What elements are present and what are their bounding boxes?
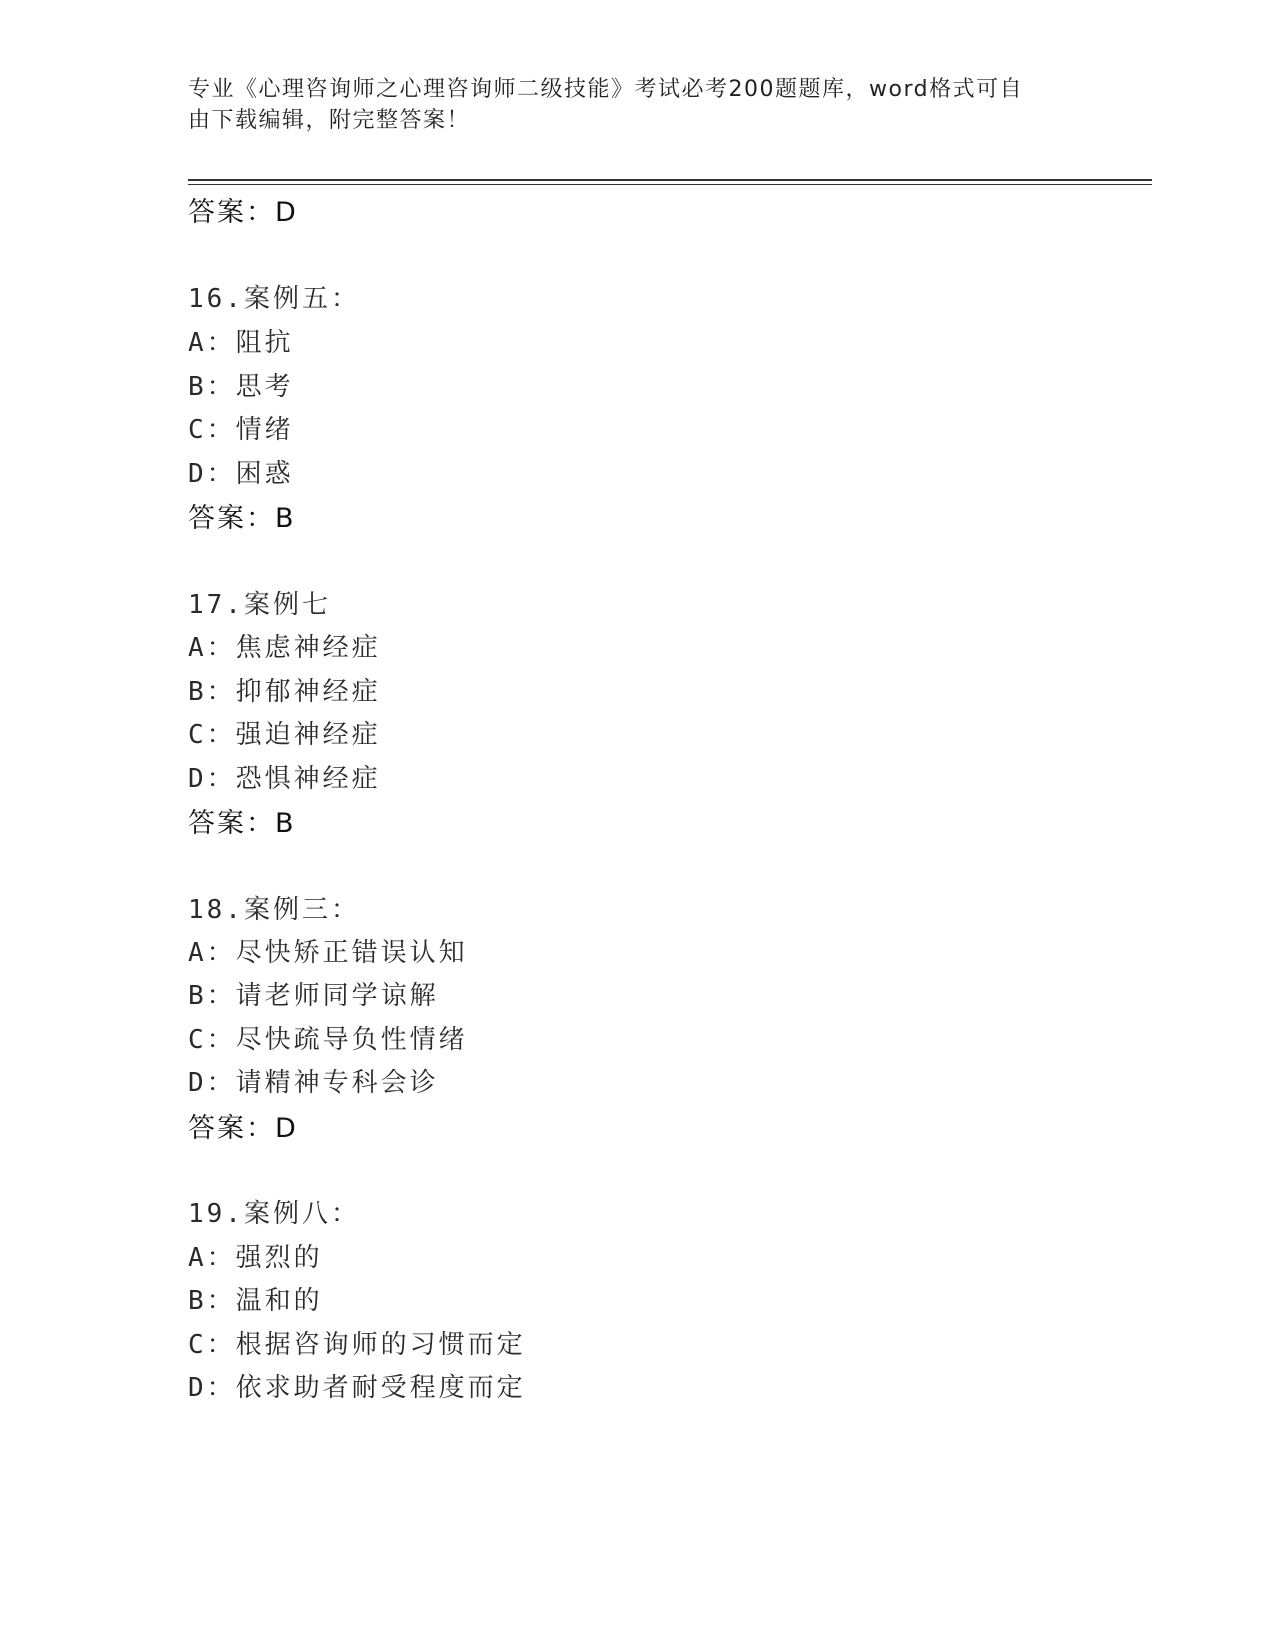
question-stem: 19.案例八： bbox=[188, 1199, 360, 1229]
option-c: C：情绪 bbox=[188, 415, 294, 445]
question-stem: 17.案例七 bbox=[188, 590, 331, 620]
header-line-2: 由下载编辑，附完整答案！ bbox=[188, 108, 471, 133]
document-header bbox=[188, 74, 1068, 136]
option-a: A：尽快矫正错误认知 bbox=[188, 938, 468, 968]
question-stem: 16.案例五： bbox=[188, 284, 360, 314]
option-d: D：恐惧神经症 bbox=[188, 764, 381, 794]
option-a: A：强烈的 bbox=[188, 1243, 323, 1273]
option-a: A：焦虑神经症 bbox=[188, 633, 381, 663]
answer-line: 答案：B bbox=[188, 503, 296, 534]
option-c: C：尽快疏导负性情绪 bbox=[188, 1025, 468, 1055]
header-divider-thick bbox=[188, 179, 1152, 181]
option-c: C：根据咨询师的习惯而定 bbox=[188, 1330, 526, 1360]
option-b: B：请老师同学谅解 bbox=[188, 981, 439, 1011]
option-c: C：强迫神经症 bbox=[188, 720, 381, 750]
answer-line: 答案：D bbox=[188, 1113, 298, 1144]
answer-line: 答案：B bbox=[188, 808, 296, 839]
header-line-1: 专业《心理咨询师之心理咨询师二级技能》考试必考200题题库，word格式可自 bbox=[188, 77, 1024, 102]
header-divider-thin bbox=[188, 184, 1152, 185]
option-d: D：请精神专科会诊 bbox=[188, 1068, 439, 1098]
option-b: B：思考 bbox=[188, 372, 294, 402]
option-d: D：依求助者耐受程度而定 bbox=[188, 1373, 526, 1403]
answer-line: 答案：D bbox=[188, 197, 298, 228]
option-a: A：阻抗 bbox=[188, 328, 294, 358]
option-b: B：温和的 bbox=[188, 1286, 323, 1316]
option-b: B：抑郁神经症 bbox=[188, 677, 381, 707]
question-stem: 18.案例三： bbox=[188, 895, 360, 925]
option-d: D：困惑 bbox=[188, 459, 294, 489]
